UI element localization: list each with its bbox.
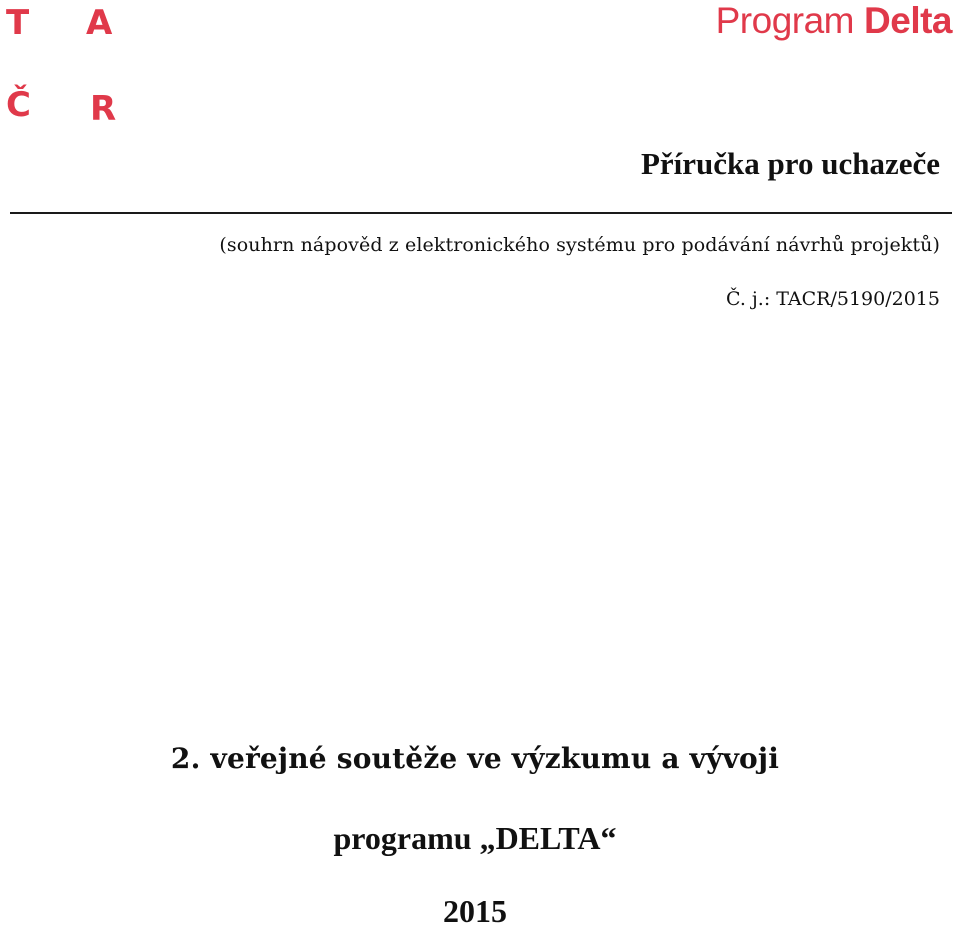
header-divider: [10, 212, 952, 214]
logo-letter-a: A: [86, 3, 113, 43]
page-title: Příručka pro uchazeče: [640, 146, 940, 181]
year-heading: 2015: [443, 893, 507, 929]
page-subtitle: (souhrn nápověd z elektronického systému pro podávání návrhů projektů): [219, 234, 940, 256]
logo-letter-r: R: [90, 89, 117, 129]
tacr-logo: [6, 3, 126, 129]
reference-number: Č. j.: TACR/5190/2015: [725, 288, 940, 310]
programme-heading: programu „DELTA“: [333, 820, 617, 856]
brand-program-text: Program: [715, 0, 855, 41]
brand-delta-text: Delta: [864, 0, 952, 41]
logo-letter-t: T: [6, 3, 30, 43]
program-delta-logo: [716, 0, 952, 46]
logo-letter-c: Č: [6, 85, 31, 125]
competition-heading: 2. veřejné soutěže ve výzkumu a vývoji: [170, 742, 780, 775]
